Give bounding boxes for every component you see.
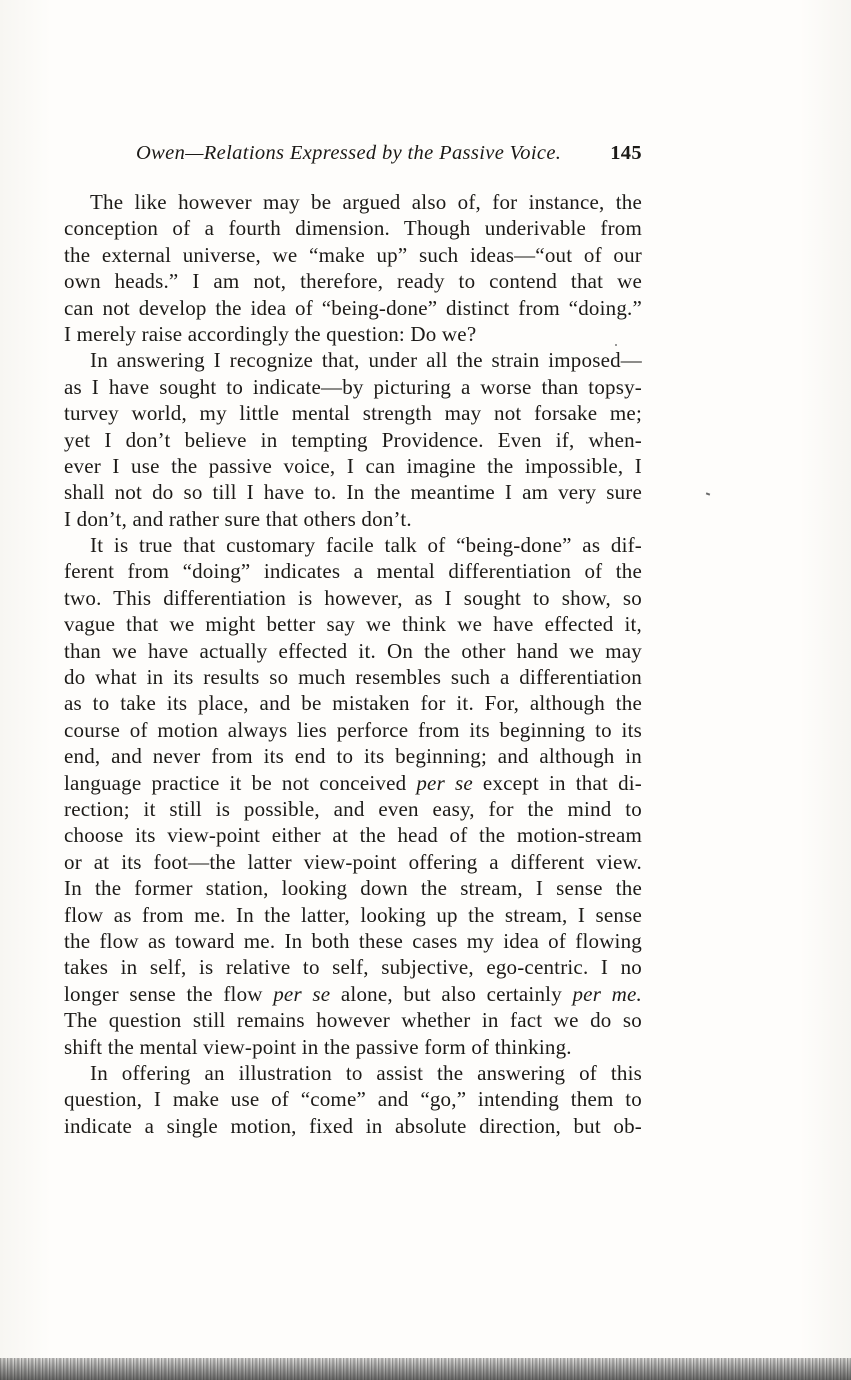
text-line [64,981,642,1007]
text-line: turvey world, my little mental strength may not forsake me; [64,401,642,426]
text-line: In the former station, looking down the stream, I sense the [64,876,642,901]
text-line [64,770,642,796]
body-text [64,189,642,1139]
text-line: question, I make use of “come” and “go,” intending them to [64,1087,642,1112]
text-line: ferent from “doing” indicates a mental differentiation of the [64,559,642,584]
text-line: indicate a single motion, fixed in absolute direction, but ob- [64,1113,642,1138]
text-line: flow as from me. In the latter, looking up the stream, I sense [64,902,642,927]
text-line: I don’t, and rather sure that others don’t. [64,506,412,531]
text-line: I merely raise accordingly the question: Do we? [64,321,477,346]
italic-phrase: per se [416,770,473,795]
paragraph [64,189,642,347]
text-run: alone, but also certainly [330,981,573,1006]
text-line: ever I use the passive voice, I can imagine the impossible, I [64,453,642,478]
text-line: as to take its place, and be mistaken for it. For, although the [64,691,642,716]
text-line: It is true that customary facile talk of “being-done” as dif- [90,533,642,558]
text-line: rection; it still is possible, and even easy, for the mind to [64,796,642,821]
text-line: In offering an illustration to assist the answering of this [90,1060,642,1085]
text-line: shift the mental view-point in the passive form of thinking. [64,1034,572,1059]
text-line: the external universe, we “make up” such ideas—“out of our [64,242,642,267]
margin-mark [706,492,710,495]
text-line: own heads.” I am not, therefore, ready to contend that we [64,269,642,294]
text-line: do what in its results so much resembles such a differentiation [64,665,642,690]
text-run: language practice it be not conceived [64,770,417,795]
paragraph [64,1060,642,1139]
text-line: end, and never from its end to its beginning; and although in [64,744,642,769]
paragraph [64,347,642,532]
text-run: longer sense the flow [64,981,274,1006]
text-line: takes in self, is relative to self, subjective, ego-centric. I no [64,955,642,980]
italic-phrase: per me. [572,981,642,1006]
running-header [136,142,642,172]
running-title: Owen—Relations Expressed by the Passive Voice. [136,142,562,164]
text-line: vague that we might better say we think we have effected it, [64,612,642,637]
text-line: The like however may be argued also of, for instance, the [90,190,642,214]
page-bottom-edge [0,1358,851,1380]
text-line: two. This differentiation is however, as I sought to show, so [64,585,642,610]
text-line: or at its foot—the latter view-point offering a different view. [64,849,642,874]
text-line: course of motion always lies perforce from its beginning to its [64,717,642,742]
text-line: choose its view-point either at the head of the motion-stream [64,823,642,848]
speck-mark [615,344,617,346]
text-line: the flow as toward me. In both these cases my idea of flowing [64,928,642,953]
text-line: yet I don’t believe in tempting Providence. Even if, when- [64,427,642,452]
page-number: 145 [610,142,642,164]
paragraph [64,532,642,1060]
text-line: than we have actually effected it. On the other hand we may [64,638,642,663]
text-run: except in that di- [472,770,642,795]
text-line: In answering I recognize that, under all the strain imposed— [90,348,642,373]
text-line: shall not do so till I have to. In the meantime I am very sure [64,480,642,505]
text-line: as I have sought to indicate—by picturing a worse than topsy- [64,374,642,399]
italic-phrase: per se [273,981,331,1006]
text-line: The question still remains however whether in fact we do so [64,1008,642,1033]
text-line: conception of a fourth dimension. Though underivable from [64,216,642,241]
text-line: can not develop the idea of “being-done” distinct from “doing.” [64,295,642,320]
